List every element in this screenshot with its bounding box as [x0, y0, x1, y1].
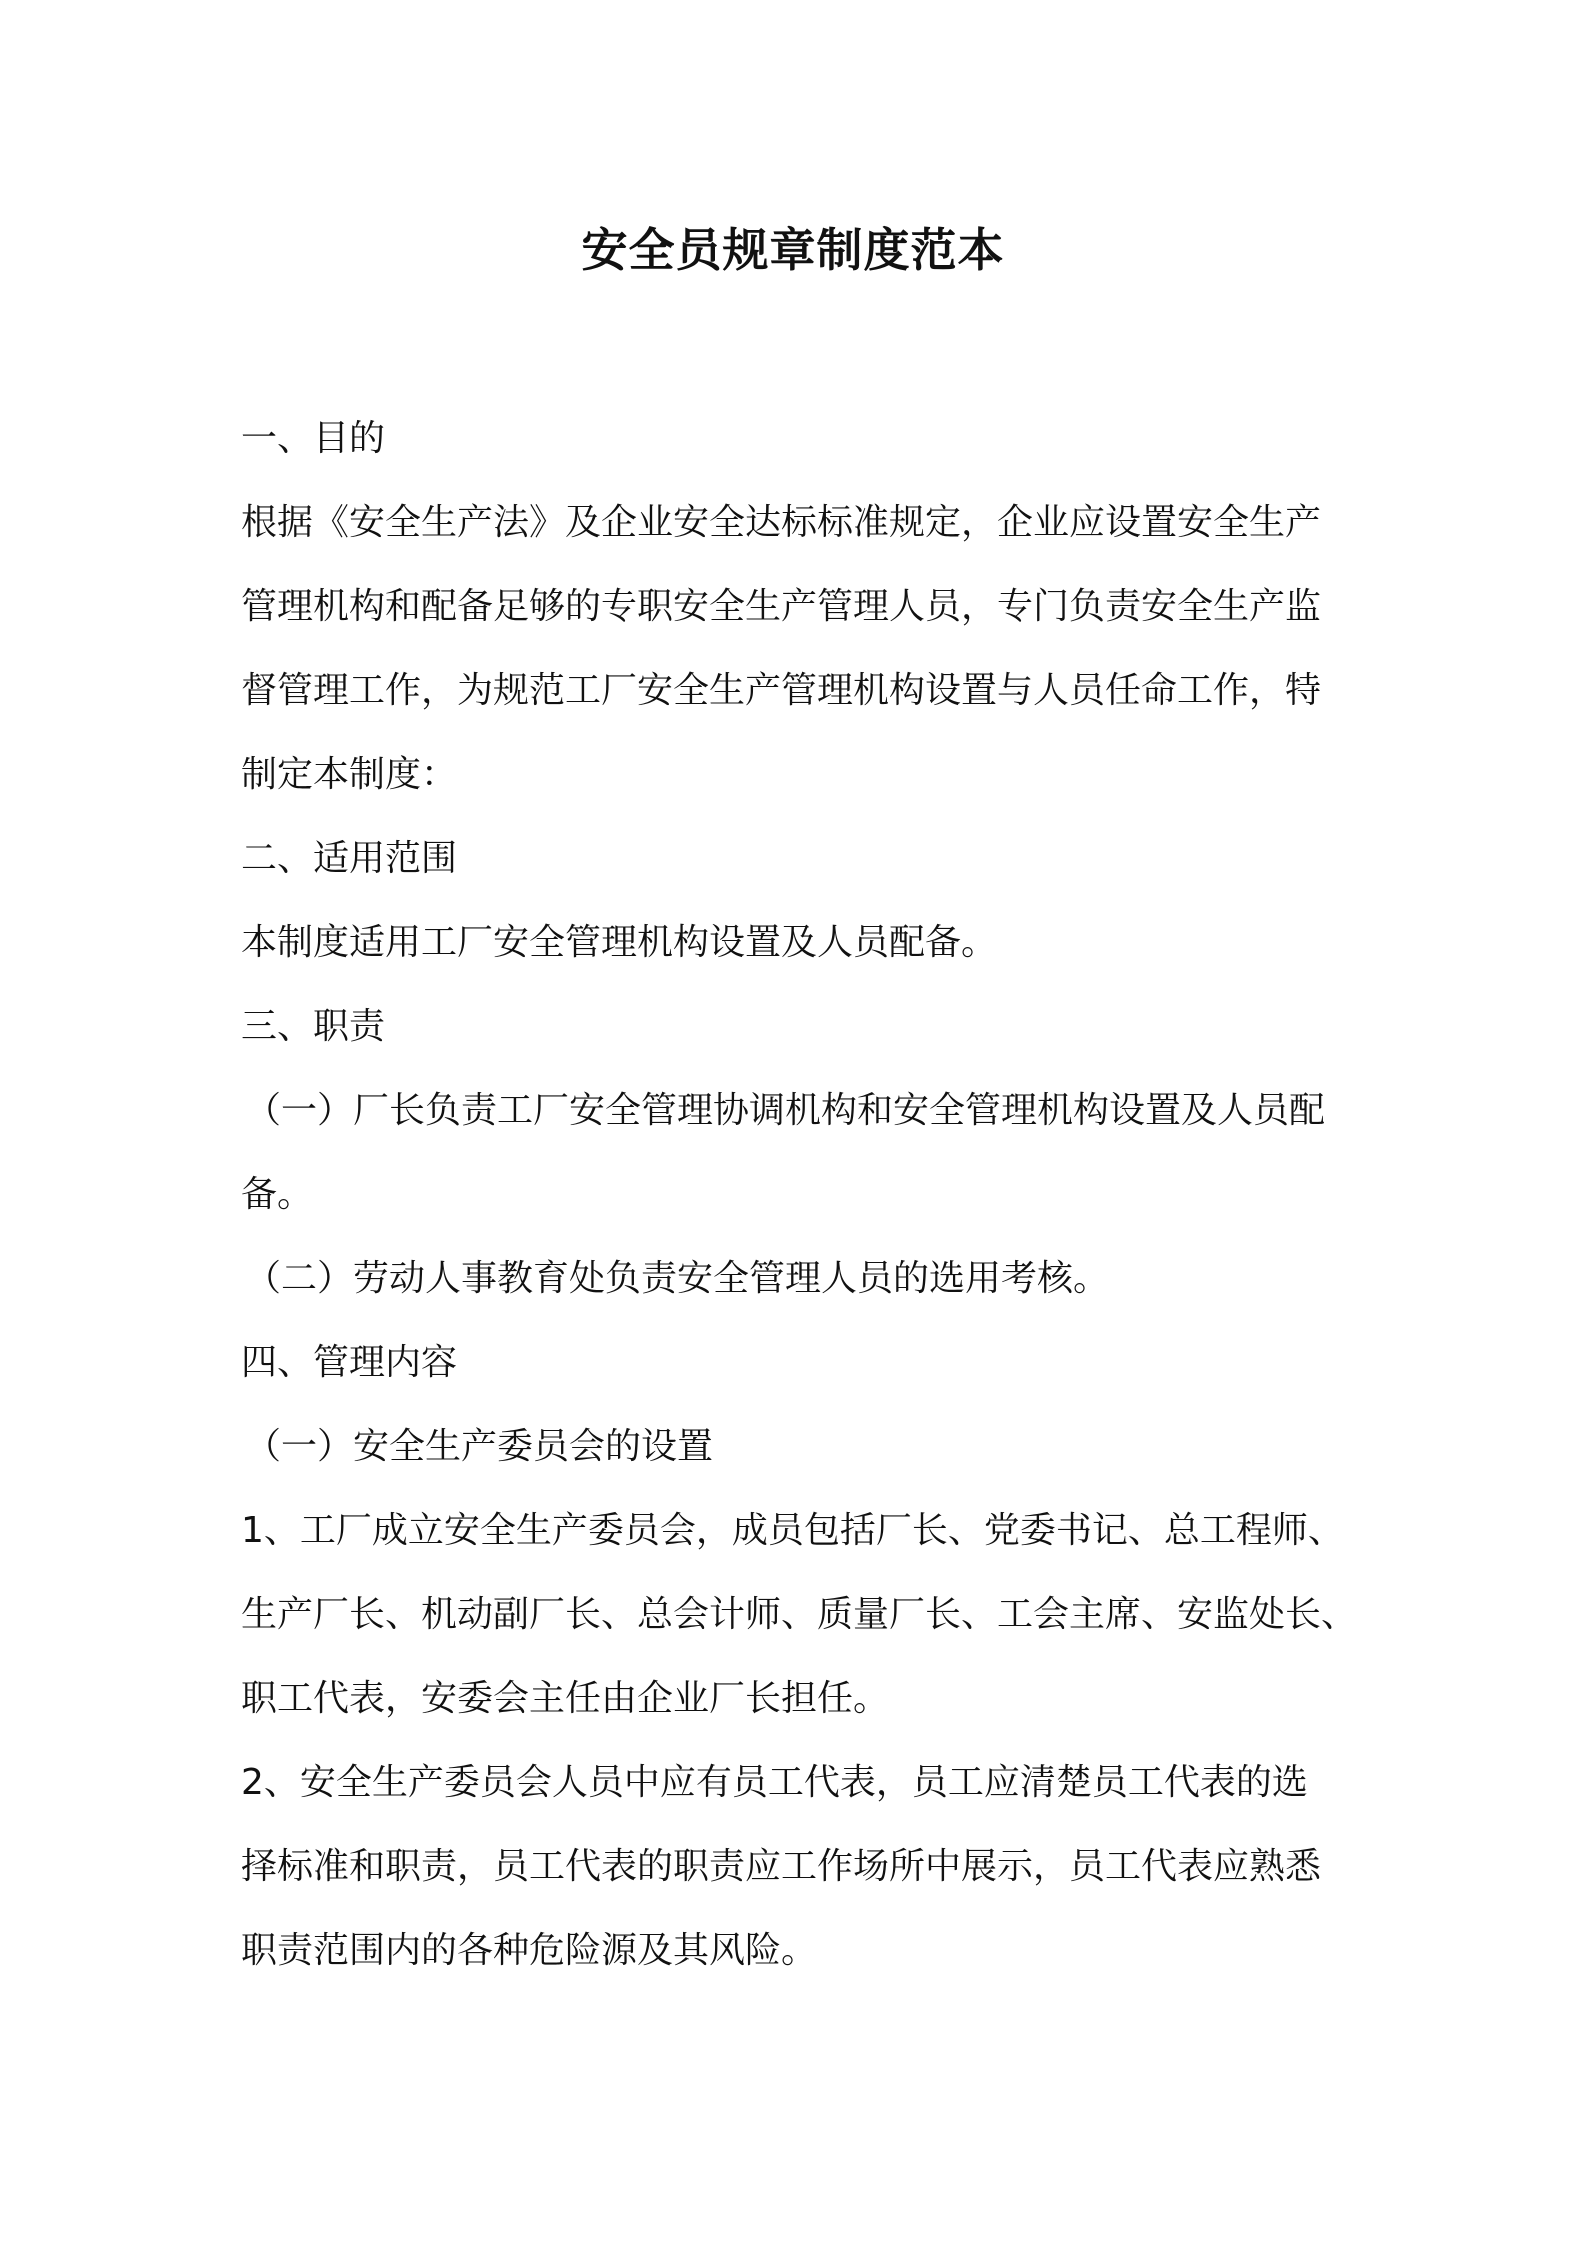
section-heading-management: 四、管理内容: [241, 1342, 458, 1383]
section-heading-purpose: 一、目的: [241, 418, 386, 459]
paragraph-line: 1、工厂成立安全生产委员会，成员包括厂长、党委书记、总工程师、: [241, 1510, 1344, 1551]
section-heading-duties: 三、职责: [241, 1006, 386, 1047]
paragraph-line: （一）厂长负责工厂安全管理协调机构和安全管理机构设置及人员配: [245, 1090, 1326, 1131]
paragraph-line: 职工代表，安委会主任由企业厂长担任。: [241, 1678, 890, 1719]
paragraph-line: 生产厂长、机动副厂长、总会计师、质量厂长、工会主席、安监处长、: [241, 1594, 1358, 1635]
section-heading-scope: 二、适用范围: [241, 838, 458, 879]
paragraph-line: 备。: [241, 1174, 314, 1215]
paragraph-line: 制定本制度：: [241, 754, 458, 795]
paragraph-line: 职责范围内的各种危险源及其风险。: [241, 1930, 818, 1971]
paragraph-line: （二）劳动人事教育处负责安全管理人员的选用考核。: [245, 1258, 1110, 1299]
paragraph-line: 根据《安全生产法》及企业安全达标标准规定，企业应设置安全生产: [241, 502, 1322, 543]
paragraph-line: 管理机构和配备足够的专职安全生产管理人员，专门负责安全生产监: [241, 586, 1322, 627]
document-title: 安全员规章制度范本: [581, 223, 1005, 277]
paragraph-line: 督管理工作，为规范工厂安全生产管理机构设置与人员任命工作，特: [241, 670, 1322, 711]
paragraph-line: 本制度适用工厂安全管理机构设置及人员配备。: [241, 922, 998, 963]
paragraph-line: 2、安全生产委员会人员中应有员工代表，员工应清楚员工代表的选: [241, 1762, 1308, 1803]
subsection-heading: （一）安全生产委员会的设置: [245, 1426, 714, 1467]
document-body: [241, 397, 1361, 1993]
paragraph-line: 择标准和职责，员工代表的职责应工作场所中展示，员工代表应熟悉: [241, 1846, 1322, 1887]
